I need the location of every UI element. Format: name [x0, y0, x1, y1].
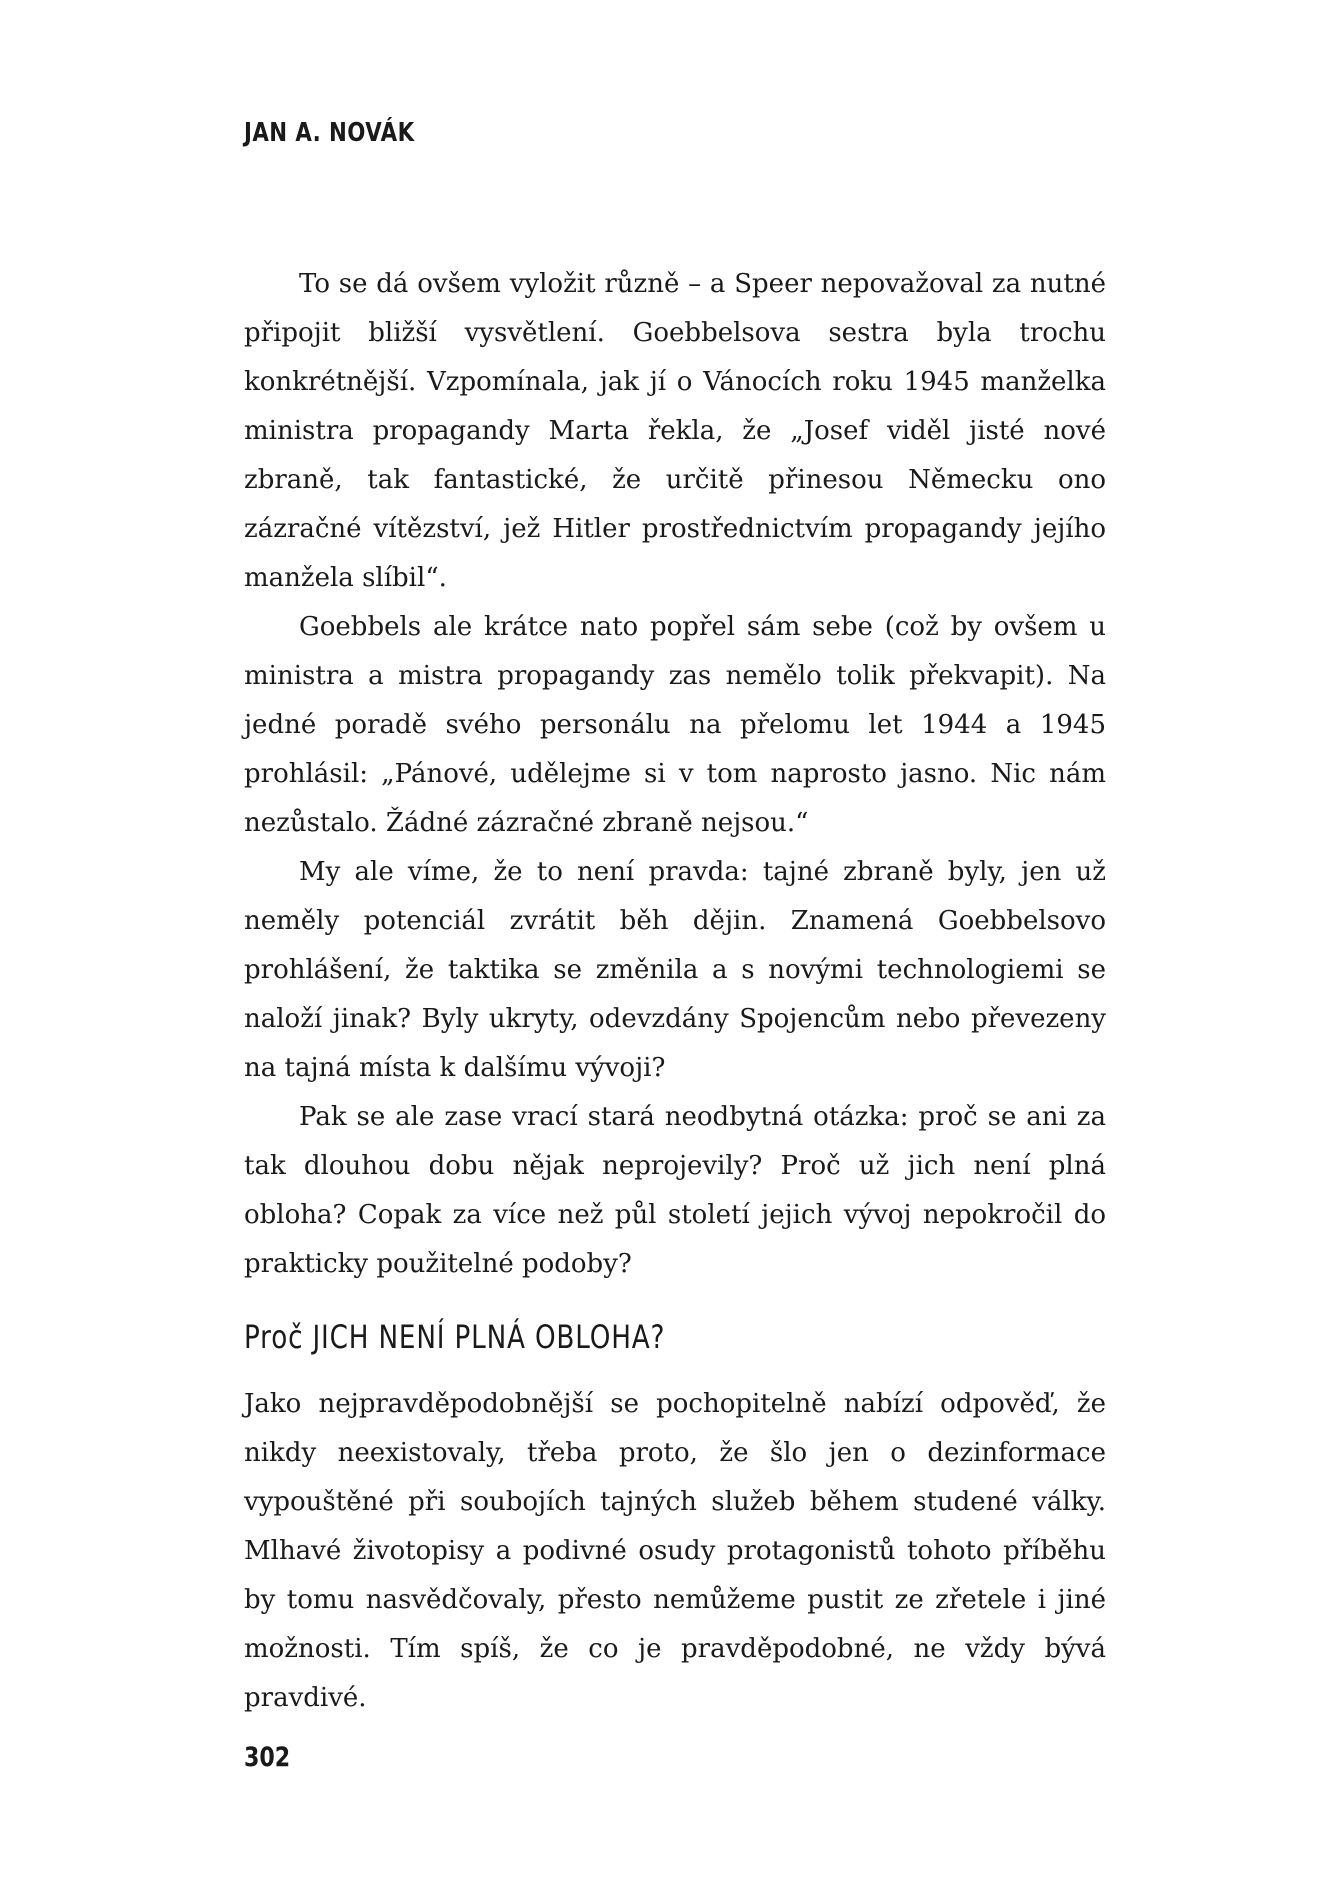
page-number: 302	[244, 1742, 291, 1773]
paragraph-2: Goebbels ale krátce nato popřel sám sebe (což by ovšem u ministra a mistra propagandy zas nemělo tolik překvapit). Na jedné poradě svého personálu na přelomu let 1944 a 1945 prohlásil: „Pánové, udělejme si v tom naprosto jasno. Nic nám nezůstalo. Žádné zázračné zbraně nejsou.“	[244, 612, 1106, 838]
section-heading: Proč JICH NENÍ PLNÁ OBLOHA?	[244, 1318, 666, 1356]
main-text-block	[244, 260, 1106, 1289]
running-head-author: JAN A. NOVÁK	[244, 118, 415, 148]
section-text-block	[244, 1380, 1106, 1723]
paragraph-3: My ale víme, že to není pravda: tajné zbraně byly, jen už neměly potenciál zvrátit běh dějin. Znamená Goebbelsovo prohlášení, že taktika se změnila a s novými technologiemi se naloží jinak? Byly ukryty, odevzdány Spojencům nebo převezeny na tajná místa k dalšímu vývoji?	[244, 857, 1106, 1083]
paragraph-1: To se dá ovšem vyložit různě – a Speer nepovažoval za nutné připojit bližší vysvětlení. Goebbelsova sestra byla trochu konkrétnější. Vzpomínala, jak jí o Vánocích roku 1945 manželka ministra propagandy Marta řekla, že „Josef viděl jisté nové zbraně, tak fantastické, že určitě přinesou Německu ono zázračné vítězství, jež Hitler prostřednictvím propagandy jejího manžela slíbil“.	[244, 269, 1106, 593]
paragraph-4: Pak se ale zase vrací stará neodbytná otázka: proč se ani za tak dlouhou dobu nějak neprojevily? Proč už jich není plná obloha? Copak za více než půl století jejich vývoj nepokročil do prakticky použitelné podoby?	[244, 1102, 1106, 1279]
section-paragraph: Jako nejpravděpodobnější se pochopitelně nabízí odpověď, že nikdy neexistovaly, třeba proto, že šlo jen o dezinformace vypouštěné při soubojích tajných služeb během studené války. Mlhavé životopisy a podivné osudy protagonistů tohoto příběhu by tomu nasvědčovaly, přesto nemůžeme pustit ze zřetele i jiné možnosti. Tím spíš, že co je pravděpodobné, ne vždy bývá pravdivé.	[244, 1389, 1106, 1713]
